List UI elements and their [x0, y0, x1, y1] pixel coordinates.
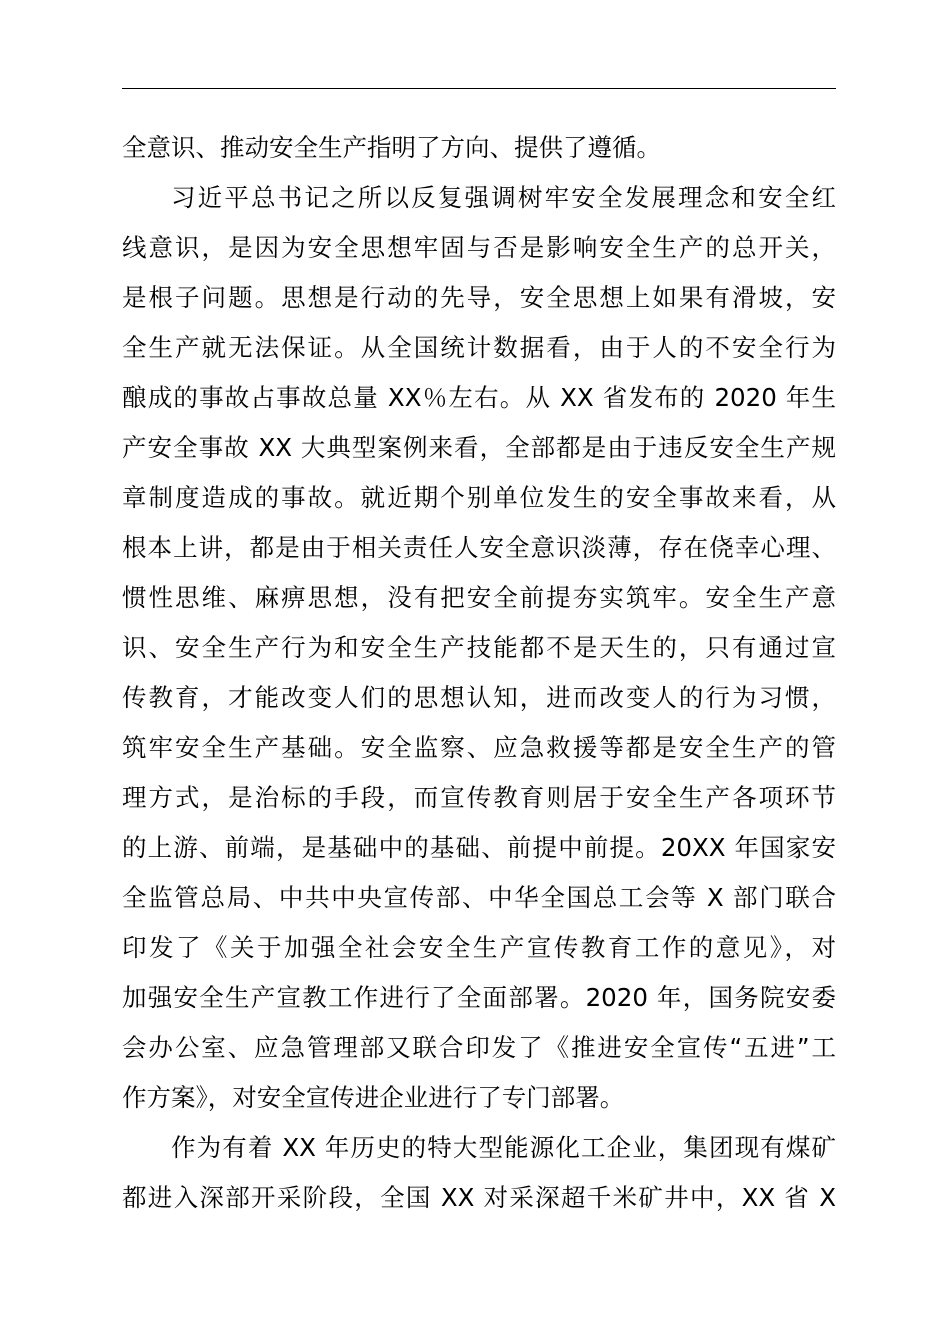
text-line-15: 的上游、前端，是基础中的基础、前提中前提。20XX 年国家安: [122, 833, 836, 862]
text-line-1: 全意识、推动安全生产指明了方向、提供了遵循。: [122, 133, 661, 162]
text-line-22: 都进入深部开采阶段，全国 XX 对采深超千米矿井中，XX 省 X: [122, 1183, 836, 1212]
text-line-2: 习近平总书记之所以反复强调树牢安全发展理念和安全红: [171, 183, 836, 212]
text-line-10: 惯性思维、麻痹思想，没有把安全前提夯实筑牢。安全生产意: [122, 583, 836, 612]
text-line-16: 全监管总局、中共中央宣传部、中华全国总工会等 X 部门联合: [122, 883, 836, 912]
text-line-19: 会办公室、应急管理部又联合印发了《推进安全宣传“五进”工: [122, 1033, 836, 1062]
text-line-6: 酿成的事故占事故总量 XX％左右。从 XX 省发布的 2020 年生: [122, 383, 836, 412]
text-line-12: 传教育，才能改变人们的思想认知，进而改变人的行为习惯，: [122, 683, 836, 712]
text-line-17: 印发了《关于加强全社会安全生产宣传教育工作的意见》，对: [122, 933, 836, 962]
text-line-13: 筑牢安全生产基础。安全监察、应急救援等都是安全生产的管: [122, 733, 836, 762]
text-line-5: 全生产就无法保证。从全国统计数据看，由于人的不安全行为: [122, 333, 836, 362]
text-line-18: 加强安全生产宣教工作进行了全面部署。2020 年，国务院安委: [122, 983, 836, 1012]
text-line-4: 是根子问题。思想是行动的先导，安全思想上如果有滑坡，安: [122, 283, 836, 312]
document-body: [122, 123, 836, 1223]
text-line-3: 线意识，是因为安全思想牢固与否是影响安全生产的总开关，: [122, 233, 836, 262]
text-line-21: 作为有着 XX 年历史的特大型能源化工企业，集团现有煤矿: [171, 1133, 836, 1162]
text-line-20: 作方案》，对安全宣传进企业进行了专门部署。: [122, 1083, 625, 1112]
header-rule: [122, 88, 836, 89]
text-line-8: 章制度造成的事故。就近期个别单位发生的安全事故来看，从: [122, 483, 836, 512]
text-line-7: 产安全事故 XX 大典型案例来看，全部都是由于违反安全生产规: [122, 433, 836, 462]
text-line-9: 根本上讲，都是由于相关责任人安全意识淡薄，存在侥幸心理、: [122, 533, 836, 562]
text-line-14: 理方式，是治标的手段，而宣传教育则居于安全生产各项环节: [122, 783, 836, 812]
text-line-11: 识、安全生产行为和安全生产技能都不是天生的，只有通过宣: [122, 633, 836, 662]
